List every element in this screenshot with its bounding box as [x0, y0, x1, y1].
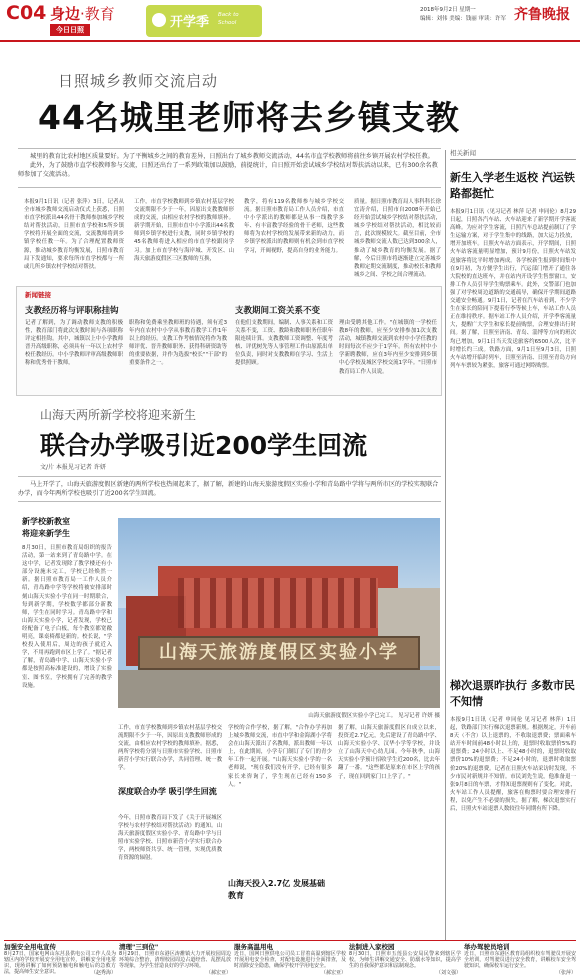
section-name: 身边 [50, 5, 81, 23]
brief-title: 清理"三到位" [119, 943, 159, 951]
section-title [50, 3, 115, 24]
lead-col-2: 工作，市直学校教师到乡镇农村基层学校交流期限不少于一年，因原出支教教师形成的交流，由相应农村学校的教师填补。新学期开始，日照市直中小学派出44名教师到乡镇学校进行支教，同时乡镇学校的45名教师将进入相应的市直学校跟岗学习。加上市直学校与海岸城、开发区、山海天旅游度假区三区教师的互换， [134, 199, 234, 262]
left-subhead-1: 新学校新教室 [22, 517, 70, 526]
newspaper-logo: 齐鲁晚报 [514, 7, 570, 23]
brief-body: 8月29日，日照市东港区涛雒镇大力开展校园周边环境综合整治，清理校园周边占道经营、乱摆乱放等现象，为学生营造良好的学习环境。 [119, 951, 231, 969]
brief-body: 近日，国网日照供电公司员工冒着高温到辖区学校开展用电安全检查，对配电设施进行全面排查，及时消除安全隐患，确保学校开学用电安全。 [234, 951, 346, 969]
lead-intro-2: 此外，为了鼓励市直学校教师参与交流，日照还出台了一系列政策加以鼓励，前提统计，自日照开始尝试城乡学校结对帮扶活动以来，已有300余名教师参加了交流活动。 [18, 162, 438, 178]
mid-text: 工作，市直学校教师到乡镇农村基层学校交流期限不少于一年，因原出支教教师形成的交流，由相应农村学校的教师填补。据悉，两所学校将分别与日照市实验学校、日照市新营小学实行联合办学，共同管理、统一教学。 [118, 725, 222, 772]
teacher-body-1b: 职称和免费乘坐教师班的待遇，须有近3年内在农村中小学从事教育教学工作1年以上的经历。支教工作考核情况将作为教师评优、晋升教师职务、获得科研资助等的重要依据，并作为选拔"校长""干部"的重要条件之一。 [129, 320, 227, 367]
lead-intro-1: 城里的教育比农村地区质量要好。为了平衡城乡之间的教育差异，日照出台了城乡教师交流活动，44名市直学校教师将前往乡镇开展农村学校任教。 [30, 153, 434, 160]
lead-intro-box [18, 148, 441, 188]
gate-sign [138, 636, 420, 670]
brief-title: 加强安全用电宣传 [4, 943, 56, 951]
photo-caption: 山海天旅游度假区实验小学已完工。 见习记者 许妍 摄 [308, 713, 440, 719]
brief-sign: （张萍） [555, 970, 576, 976]
teacher-headline-2: 支教期间工资关系不变 [235, 306, 321, 316]
brief-1 [119, 942, 231, 978]
brief-3 [349, 942, 461, 978]
daily-badge: 今日日照 [50, 24, 90, 36]
news-link-label: 新闻链接 [25, 291, 51, 299]
brief-4 [464, 942, 576, 978]
lead-col-1: 本报9月1日讯（记者 张萍）3日，记者从全市城乡教师交流启动仪式上获悉，日照市直学校派出44名骨干教师参加城乡学校结对帮扶活动，日照市直学校和5所乡镇学校将开展全面的交流，交流教师将到乡镇学校任教一年。为了合理配置教师资源，推动城乡教育均衡发展，日照市教育局下发通知，要求每所市直学校都与一所或几所乡镇农村学校结对帮扶。 [24, 199, 124, 270]
school-photo [118, 518, 440, 708]
pencil-icon [152, 13, 166, 27]
brief-title: 服务高温用电 [234, 943, 273, 951]
right-body-2: 据了解，山海天旅游度假区自成立以来，投资近2.7亿元，先后建设了青岛路中学、山海天实验小学、汉华小学等学校，并设立了山海天中心幼儿园。今年秋季，山海天实验小学预计招收学生近200名，比去年翻了一番。"这些都是原来在市区上学的孩子，现在回到家门口上学了。" [338, 725, 440, 780]
lead-col-4: 质量。据日照市教育局人事科科长徐宜涛介绍，日照市自2008年开始已经开始尝试城乡学校结对帮扶活动，城乡学校结对帮扶活动，相比较而言，此次规模较大。截至目前，全市城乡教师交流人数已达到300余人，推动了城乡教育的均衡发展。据了解，今后日照市将逐渐建立完善城乡教师定期交流制度，推动校长和教师城乡之间、学校之间合理流动。 [354, 199, 441, 278]
left-body: 8月30日，日照市教育局组织的报告活动，第一站来到了青岛路中学。在这中学，记者发现除了教学楼还有小部分设施未完工，学校已经焕然一新。据日照市教育局一工作人员介绍，青岛路中学等学校将被安排部时刻山海天实验小学在同一时期联合，每到新学期，学校数学都部分新教师，学生在同时学习。青岛路中学和山海天实验小学，记者发现，学校已经配备了电子白板，每个教室都宽敞明亮，课桌椅都是新的。校长说，"学校投入使用后，周边的孩子就近入学，不用再跑到市区上学了。"据记者了解，青岛路中学、山海天实验小学都是按照高标准建设的，增设了实验室、图书室，学校拥有了完善的教学设施。 [22, 545, 112, 689]
lead-kicker: 日照城乡教师交流启动 [58, 72, 219, 90]
left-subhead-2: 将迎来新学生 [22, 529, 70, 538]
right-body: 学校的合作学校，据了解，"合作办学再加上城乡教师交流，市直中学和金海湖小学将会在山海天派出了名教师，派出教师一年以上，在此期间，小学专门制订了专门的青少年工作一起开展。"山海天实验小学的一名老师说，"现在我们没有开学，已经有很多家长来咨询了，学生现在已经有150多人。" [228, 725, 332, 788]
bottom-briefs [4, 942, 576, 978]
mid-body: 今年，日照市教育局下发了《关于开展城区学校与农村学校结对帮扶活动》的通知。山海天旅游度假区实验小学、青岛路中学与日照市实验学校、日照市新营小学实行联合办学，两校师资共享、统一管理，实现优质教育资源的辐射。 [118, 815, 222, 862]
masthead [0, 0, 580, 44]
photo-ground [118, 670, 440, 708]
related-sub-headline: 梯次退票昨执行 多数市民不知情 [450, 679, 575, 708]
brief-sign: （刘文强） [435, 970, 461, 976]
masthead-rule [0, 40, 580, 42]
teacher-body-2: 在他们支教期间，编制、人事关系和工资关系不变，工资、教龄和教师职务任职年限连续计算。支教教师工资调整、年度考核、评优树先等人事管理工作由原派出单位负责，同时对支教教师在学习、生活上提供照顾。 [235, 320, 333, 367]
related-sub-body: 本报9月1日讯（记者 申同伦 见习记者 林萍）1日起，铁路部门实行梯次退票新规。根据规定，开车前8天（不含）以上退票的，不收取退票费；票面乘车站开车时间前48小时以上的，退票时收取票价5%的退票费；24小时以上、不足48小时的，退票时收取票价10%的退票费；不足24小时的，退票时收取票价20%的退票费。记者在日照火车站采访时发现，不少市民对新规并不知情。市民刘先生说，他准备退一张9月8日的车票，才得知退票规则有了变化。对此，火车站工作人员提醒，旅客在购票时要合理安排行程，以免产生不必要的损失。据了解，梯次退票实行后，日照火车站退票人数较往年同期有所下降。 [450, 717, 576, 813]
column-divider [445, 150, 446, 940]
related-body: 本报9月1日讯（见习记者 林萍 记者 申同伦）8月29日起，日照各汽车站、火车站迎来了新学期开学客流高峰。为应对学生客流，日照汽车总站提前制订了学生运输方案，对于学生集中的线路，加大运力投放，增开加班车。日照火车站方面表示，开学期间，日照火车站客流量明显增加，预计9月份，日照火车站发送旅客将比平时增加两成。各学校新生报到时间集中在9月初，为方便学生出行，汽运部门增开了通往各大院校的直达班车，并在站内开设学生售票窗口，安排工作人员引导学生购票乘车。此外，交警部门也加强了对学校周边道路的交通疏导，确保开学期间道路交通安全畅通。9月1日，记者在汽车站看到，不少学生在家长的陪同下提着行李等候上车，车站工作人员正在维持秩序。据车站工作人员介绍，开学季客流量大，提醒广大学生和家长提前购票，合理安排出行时间。据了解，日照至济南、青岛、淄博等方向的班次均已增加，9月1日当天发送旅客约6500人次，比平时增长约三成。铁路方面，9月1日至9月3日，日照火车站增开临时列车，日照至济南、日照至青岛方向列车车票较为紧张，旅客可通过网络购票。 [450, 209, 576, 369]
bottom-rule [4, 940, 576, 941]
brief-2 [234, 942, 346, 978]
brief-sign: （郝宏亚） [205, 970, 231, 976]
brief-body: 8月30日，日照市五莲县公安局民警来到辖区学校，为师生讲解交通安全、防溺水等知识，提高学生的自我保护意识和法制观念。 [349, 951, 461, 969]
teacher-body-2b: 理由受聘其他工作。"在城镇的一学校任教8年的教师，应至少安排参加1次支教活动，城镇教师交流到农村中小学任教的时间每次不应少于1学年。所有农村中小学新聘教师，应在3年内至少安排到乡镇中心学校及城区学校交流1学年。"日照市教育局工作人员说。 [339, 320, 437, 375]
lead-col-3: 教学，将有119名教师参与城乡学校交流。据日照市教育局工作人员介绍，市直中小学派出的教师都是从事一线教学多年、有丰富教学经验的骨干老师，这些教师将为农村学校的发展带来新的动力，而乡镇学校派出的教师则有机会到市直学校学习，开阔视野，提高自身的业务能力。 [244, 199, 344, 254]
brief-sign: （郝宏亚） [320, 970, 346, 976]
related-column [450, 148, 576, 938]
school-byline: 文/片 本报见习记者 许妍 [40, 464, 106, 471]
school-headline: 联合办学吸引近200学生回流 [40, 431, 368, 460]
teacher-body-1: 记者了解到，为了调动教师支教的积极性，教育部门将此次支教时间与各项职称评定相挂钩。其中，城镇以上中小学教师晋升高级职称，必须具有一年以上农村学校任教经历。中小学教师评审高级教师职称和优秀骨干教师， [25, 320, 123, 367]
brief-0 [4, 942, 116, 978]
editors: 编辑：刘伟 美编：钱丽 审读：许军 [420, 16, 506, 22]
issue-date: 2018年9月2日 星期一 [420, 7, 476, 13]
related-label: 相关新闻 [450, 148, 576, 160]
related-headline: 新生入学老生返校 汽运铁路都挺忙 [450, 171, 575, 200]
brief-body: 近日，日照市东港区教育局组织校车驾驶员开展安全培训，对驾驶员进行安全教育，讲解校车安全驾驶知识，确保校车运行安全。 [464, 951, 576, 969]
brief-title: 举办驾驶员培训 [464, 943, 510, 951]
brief-sign: （赵秀海） [90, 970, 116, 976]
banner-english: Back to School [218, 12, 239, 26]
page-number: C04 [6, 2, 47, 24]
right-subhead: 山海天投入2.7亿 发展基础教育 [228, 879, 325, 900]
school-banner [146, 5, 262, 37]
brief-body: 8月27日，国家电网山东莒县供电公司工作人员为辖区内的学校开展安全用电宣传，讲解安全用电常识，现场讲解了如何预防触电和触电后的急救方法，提高师生安全意识。 [4, 951, 116, 975]
gate-sign-text: 山海天旅游度假区实验小学 [159, 642, 399, 663]
brief-title: 法制进入家校园 [349, 943, 395, 951]
mid-subhead: 深度联合办学 吸引学生回流 [118, 787, 217, 796]
subsection-name: ·教育 [80, 5, 115, 23]
teacher-headline-1: 支教经历将与评职称挂钩 [25, 306, 119, 316]
lead-headline: 44名城里老师将去乡镇支教 [38, 98, 460, 137]
school-kicker: 山海天两所新学校将迎来新生 [40, 408, 197, 422]
banner-title: 开学季 [170, 15, 210, 30]
school-intro: 马上开学了，山海天旅游度假区新建的两所学校也热闹起来了，据了解，新建的山海天旅游度假区实验小学和青岛路中学将与两所市区的学校实现联合办学，而今年两所学校也吸引了近200名学生回流。 [18, 476, 441, 502]
news-link-box [16, 286, 442, 396]
building-windows [178, 578, 378, 628]
